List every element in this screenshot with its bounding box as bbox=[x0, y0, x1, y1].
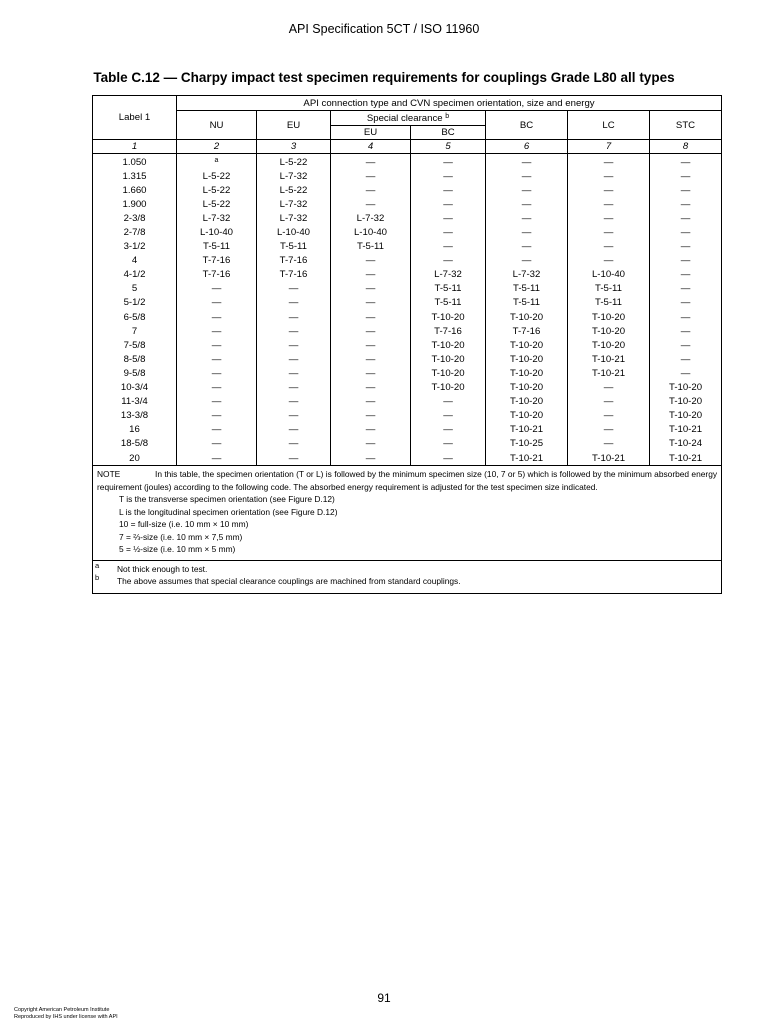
footnote-a bbox=[95, 560, 717, 576]
table-cell: T-10-20 bbox=[486, 338, 568, 352]
table-cell: T-7-16 bbox=[177, 254, 257, 268]
row-label-cell: 8-5/8 bbox=[93, 352, 177, 366]
table-cell: — bbox=[331, 352, 411, 366]
footnote-a-marker: a bbox=[214, 156, 219, 164]
table-cell: T-10-21 bbox=[486, 451, 568, 466]
table-row bbox=[93, 169, 722, 183]
column-number-row bbox=[93, 140, 722, 154]
table-cell: L-7-32 bbox=[486, 268, 568, 282]
table-cell: — bbox=[331, 310, 411, 324]
table-row bbox=[93, 183, 722, 197]
table-cell: — bbox=[650, 310, 722, 324]
column-number: 8 bbox=[650, 140, 722, 154]
note-line: L is the longitudinal specimen orientation (see Figure D.12) bbox=[119, 506, 338, 517]
row-label-cell: 7-5/8 bbox=[93, 338, 177, 352]
table-row bbox=[93, 225, 722, 239]
footnote-b bbox=[95, 575, 717, 588]
special-clearance-header bbox=[331, 111, 486, 126]
table-cell: T-7-16 bbox=[486, 324, 568, 338]
table-cell: — bbox=[486, 169, 568, 183]
table-cell bbox=[177, 154, 257, 170]
table-cell: T-10-20 bbox=[411, 366, 486, 380]
table-cell: L-5-22 bbox=[257, 183, 331, 197]
table-cell: — bbox=[257, 352, 331, 366]
table-cell: T-10-20 bbox=[650, 409, 722, 423]
table-cell: L-5-22 bbox=[177, 169, 257, 183]
table-cell: T-10-20 bbox=[486, 366, 568, 380]
table-cell: — bbox=[411, 211, 486, 225]
table-cell: — bbox=[331, 169, 411, 183]
table-cell: T-10-20 bbox=[411, 352, 486, 366]
table-cell: L-7-32 bbox=[257, 197, 331, 211]
table-cell: T-5-11 bbox=[331, 240, 411, 254]
table-row bbox=[93, 437, 722, 451]
table-cell: — bbox=[411, 225, 486, 239]
table-row bbox=[93, 451, 722, 466]
table-row bbox=[93, 268, 722, 282]
table-cell: — bbox=[331, 197, 411, 211]
table-cell: — bbox=[177, 352, 257, 366]
table-row bbox=[93, 254, 722, 268]
note-row bbox=[93, 466, 722, 561]
table-body bbox=[93, 154, 722, 466]
table-cell: — bbox=[331, 409, 411, 423]
row-label-cell: 16 bbox=[93, 423, 177, 437]
row-label-cell: 5-1/2 bbox=[93, 296, 177, 310]
note-line: 7 = ⅔-size (i.e. 10 mm × 7,5 mm) bbox=[119, 531, 243, 542]
table-cell: T-7-16 bbox=[257, 254, 331, 268]
table-cell: — bbox=[568, 225, 650, 239]
column-number: 7 bbox=[568, 140, 650, 154]
table-cell: — bbox=[650, 296, 722, 310]
col-header-eu: EU bbox=[257, 111, 331, 140]
col-header-sc-bc: BC bbox=[411, 126, 486, 140]
note-line: 10 = full-size (i.e. 10 mm × 10 mm) bbox=[119, 519, 249, 530]
table-row bbox=[93, 310, 722, 324]
table-cell: — bbox=[257, 282, 331, 296]
table-cell: — bbox=[331, 282, 411, 296]
table-cell: — bbox=[411, 183, 486, 197]
table-cell: — bbox=[411, 240, 486, 254]
table-cell: — bbox=[177, 437, 257, 451]
table-cell: — bbox=[411, 197, 486, 211]
column-number: 3 bbox=[257, 140, 331, 154]
table-cell: — bbox=[411, 451, 486, 466]
table-cell: T-10-20 bbox=[486, 409, 568, 423]
table-cell: — bbox=[486, 211, 568, 225]
row-label-cell: 1.315 bbox=[93, 169, 177, 183]
label-header: Label 1 bbox=[93, 96, 177, 140]
table-cell: — bbox=[568, 240, 650, 254]
row-label-cell: 1.660 bbox=[93, 183, 177, 197]
table-cell: — bbox=[568, 381, 650, 395]
table-cell: T-7-16 bbox=[177, 268, 257, 282]
table-cell: — bbox=[257, 338, 331, 352]
table-title: Table C.12 — Charpy impact test specimen requirements for couplings Grade L80 all types bbox=[93, 70, 675, 85]
row-label-cell: 4-1/2 bbox=[93, 268, 177, 282]
table-cell: — bbox=[331, 451, 411, 466]
footnote-text: The above assumes that special clearance couplings are machined from standard couplings. bbox=[117, 576, 461, 587]
table-cell: — bbox=[650, 211, 722, 225]
table-row bbox=[93, 324, 722, 338]
col-header-sc-eu: EU bbox=[331, 126, 411, 140]
table-cell: T-10-20 bbox=[650, 395, 722, 409]
table-cell: — bbox=[650, 268, 722, 282]
table-row bbox=[93, 366, 722, 380]
table-cell: — bbox=[650, 169, 722, 183]
table-cell: T-5-11 bbox=[486, 296, 568, 310]
table-cell: — bbox=[331, 338, 411, 352]
table-row bbox=[93, 154, 722, 170]
table-cell: — bbox=[257, 296, 331, 310]
table-cell: T-5-11 bbox=[177, 240, 257, 254]
table-cell: — bbox=[411, 154, 486, 170]
table-cell: — bbox=[257, 423, 331, 437]
table-cell: T-10-20 bbox=[568, 310, 650, 324]
charpy-requirements-table bbox=[92, 95, 722, 594]
row-label-cell: 7 bbox=[93, 324, 177, 338]
table-cell: — bbox=[331, 366, 411, 380]
table-cell: — bbox=[486, 154, 568, 170]
table-cell: — bbox=[331, 268, 411, 282]
row-label-cell: 4 bbox=[93, 254, 177, 268]
table-row bbox=[93, 282, 722, 296]
table-cell: — bbox=[411, 409, 486, 423]
table-cell: — bbox=[568, 254, 650, 268]
copyright-line: Copyright American Petroleum Institute bbox=[14, 1007, 110, 1013]
table-row bbox=[93, 240, 722, 254]
table-cell: — bbox=[331, 423, 411, 437]
copyright-line: Reproduced by IHS under license with API bbox=[14, 1014, 118, 1020]
footnote-b-marker: b bbox=[445, 112, 450, 120]
table-cell: — bbox=[177, 423, 257, 437]
table-cell: — bbox=[177, 282, 257, 296]
table-cell: — bbox=[568, 395, 650, 409]
table-cell: L-7-32 bbox=[331, 211, 411, 225]
table-cell: — bbox=[177, 296, 257, 310]
row-label-cell: 18-5/8 bbox=[93, 437, 177, 451]
row-label-cell: 10-3/4 bbox=[93, 381, 177, 395]
table-cell: L-7-32 bbox=[177, 211, 257, 225]
table-cell: T-10-20 bbox=[411, 310, 486, 324]
table-cell: — bbox=[486, 183, 568, 197]
table-cell: L-7-32 bbox=[411, 268, 486, 282]
table-cell: — bbox=[331, 381, 411, 395]
row-label-cell: 11-3/4 bbox=[93, 395, 177, 409]
table-cell: — bbox=[257, 366, 331, 380]
table-cell: — bbox=[486, 197, 568, 211]
table-cell: T-10-21 bbox=[650, 423, 722, 437]
table-cell: T-5-11 bbox=[568, 282, 650, 296]
table-cell: T-10-20 bbox=[650, 381, 722, 395]
table-cell: — bbox=[257, 409, 331, 423]
table-cell: — bbox=[177, 409, 257, 423]
table-cell: L-5-22 bbox=[257, 154, 331, 170]
col-header-stc: STC bbox=[650, 111, 722, 140]
col-header-lc: LC bbox=[568, 111, 650, 140]
table-cell: — bbox=[411, 395, 486, 409]
row-label-cell: 2-3/8 bbox=[93, 211, 177, 225]
table-cell: — bbox=[650, 254, 722, 268]
table-cell: — bbox=[257, 437, 331, 451]
table-cell: T-10-20 bbox=[486, 352, 568, 366]
table-cell: T-7-16 bbox=[411, 324, 486, 338]
footnote-mark: b bbox=[95, 573, 100, 583]
table-cell: T-10-21 bbox=[568, 352, 650, 366]
table-row bbox=[93, 409, 722, 423]
footnotes-row bbox=[93, 560, 722, 593]
table-cell: — bbox=[650, 197, 722, 211]
table-cell: — bbox=[331, 154, 411, 170]
row-label-cell: 1.900 bbox=[93, 197, 177, 211]
copyright-notice bbox=[14, 1007, 118, 1021]
table-cell: T-10-25 bbox=[486, 437, 568, 451]
table-cell: — bbox=[177, 338, 257, 352]
table-cell: — bbox=[411, 254, 486, 268]
table-cell: L-7-32 bbox=[257, 169, 331, 183]
table-cell: T-10-20 bbox=[568, 324, 650, 338]
table-cell: — bbox=[257, 381, 331, 395]
row-label-cell: 3-1/2 bbox=[93, 240, 177, 254]
table-cell: T-10-20 bbox=[411, 338, 486, 352]
table-cell: — bbox=[486, 225, 568, 239]
col-header-bc: BC bbox=[486, 111, 568, 140]
table-cell: — bbox=[331, 183, 411, 197]
table-cell: T-5-11 bbox=[568, 296, 650, 310]
table-cell: — bbox=[650, 324, 722, 338]
table-row bbox=[93, 352, 722, 366]
table-cell: — bbox=[411, 437, 486, 451]
table-cell: T-10-21 bbox=[568, 366, 650, 380]
table-cell: T-5-11 bbox=[257, 240, 331, 254]
table-cell: — bbox=[331, 254, 411, 268]
table-cell: — bbox=[177, 324, 257, 338]
table-cell: — bbox=[411, 169, 486, 183]
table-row bbox=[93, 395, 722, 409]
table-note bbox=[93, 466, 722, 561]
table-cell: L-10-40 bbox=[568, 268, 650, 282]
table-cell: — bbox=[257, 451, 331, 466]
table-cell: T-10-20 bbox=[568, 338, 650, 352]
column-number: 2 bbox=[177, 140, 257, 154]
table-cell: — bbox=[568, 211, 650, 225]
footnote-text: Not thick enough to test. bbox=[117, 563, 208, 574]
table-row bbox=[93, 197, 722, 211]
table-cell: — bbox=[568, 423, 650, 437]
table-cell: — bbox=[411, 423, 486, 437]
row-label-cell: 2-7/8 bbox=[93, 225, 177, 239]
table-row bbox=[93, 423, 722, 437]
table-cell: — bbox=[650, 183, 722, 197]
table-cell: — bbox=[568, 154, 650, 170]
table-cell: L-10-40 bbox=[177, 225, 257, 239]
table-cell: — bbox=[331, 324, 411, 338]
table-cell: — bbox=[177, 451, 257, 466]
table-cell: — bbox=[177, 395, 257, 409]
table-cell: T-10-20 bbox=[486, 310, 568, 324]
table-cell: — bbox=[568, 409, 650, 423]
row-label-cell: 9-5/8 bbox=[93, 366, 177, 380]
table-cell: — bbox=[331, 437, 411, 451]
note-text: In this table, the specimen orientation (T or L) is followed by the minimum specimen size (10, 7 or 5) which is followed by the minimum absorbed energy requirement (joules) according to the following code. The absorbed energy requirement is adjusted for the test specimen size indicated. bbox=[97, 469, 718, 492]
table-cell: T-10-20 bbox=[486, 395, 568, 409]
table-cell: — bbox=[486, 240, 568, 254]
table-cell: T-10-20 bbox=[486, 381, 568, 395]
table-cell: — bbox=[486, 254, 568, 268]
row-label-cell: 13-3/8 bbox=[93, 409, 177, 423]
note-label: NOTE bbox=[97, 469, 121, 480]
table-cell: L-10-40 bbox=[257, 225, 331, 239]
table-row bbox=[93, 211, 722, 225]
table-cell: T-5-11 bbox=[486, 282, 568, 296]
table-cell: L-5-22 bbox=[177, 197, 257, 211]
note-line: T is the transverse specimen orientation (see Figure D.12) bbox=[119, 494, 335, 505]
col-header-nu: NU bbox=[177, 111, 257, 140]
table-cell: T-10-21 bbox=[568, 451, 650, 466]
table-footnotes bbox=[93, 560, 722, 593]
table-cell: — bbox=[177, 366, 257, 380]
table-cell: — bbox=[568, 197, 650, 211]
row-label-cell: 6-5/8 bbox=[93, 310, 177, 324]
table-cell: L-10-40 bbox=[331, 225, 411, 239]
table-cell: — bbox=[177, 381, 257, 395]
note-line: 5 = ½-size (i.e. 10 mm × 5 mm) bbox=[119, 544, 236, 555]
special-clearance-label: Special clearance bbox=[366, 112, 443, 124]
table-cell: — bbox=[650, 154, 722, 170]
table-cell: — bbox=[650, 338, 722, 352]
table-cell: — bbox=[331, 395, 411, 409]
table-cell: L-5-22 bbox=[177, 183, 257, 197]
column-number: 1 bbox=[93, 140, 177, 154]
row-label-cell: 20 bbox=[93, 451, 177, 466]
running-header: API Specification 5CT / ISO 11960 bbox=[288, 22, 480, 36]
table-cell: — bbox=[331, 296, 411, 310]
table-cell: — bbox=[257, 324, 331, 338]
table-row bbox=[93, 381, 722, 395]
table-cell: T-5-11 bbox=[411, 296, 486, 310]
table-cell: T-10-20 bbox=[411, 381, 486, 395]
table-cell: T-10-24 bbox=[650, 437, 722, 451]
table-row bbox=[93, 296, 722, 310]
table-cell: — bbox=[177, 310, 257, 324]
table-cell: — bbox=[650, 282, 722, 296]
table-cell: — bbox=[568, 169, 650, 183]
column-number: 6 bbox=[486, 140, 568, 154]
row-label-cell: 5 bbox=[93, 282, 177, 296]
table-cell: — bbox=[568, 437, 650, 451]
group-header: API connection type and CVN specimen orientation, size and energy bbox=[177, 96, 722, 111]
table-cell: T-7-16 bbox=[257, 268, 331, 282]
table-cell: L-7-32 bbox=[257, 211, 331, 225]
table-cell: — bbox=[650, 352, 722, 366]
column-number: 5 bbox=[411, 140, 486, 154]
table-cell: T-10-21 bbox=[650, 451, 722, 466]
column-number: 4 bbox=[331, 140, 411, 154]
table-cell: T-5-11 bbox=[411, 282, 486, 296]
table-cell: — bbox=[650, 366, 722, 380]
table-cell: — bbox=[568, 183, 650, 197]
table-cell: — bbox=[257, 395, 331, 409]
row-label-cell: 1.050 bbox=[93, 154, 177, 170]
table-cell: — bbox=[650, 225, 722, 239]
footnote-mark: a bbox=[95, 560, 100, 570]
page-number: 91 bbox=[377, 991, 391, 1005]
table-cell: — bbox=[650, 240, 722, 254]
table-row bbox=[93, 338, 722, 352]
table-cell: — bbox=[257, 310, 331, 324]
table-cell: T-10-21 bbox=[486, 423, 568, 437]
